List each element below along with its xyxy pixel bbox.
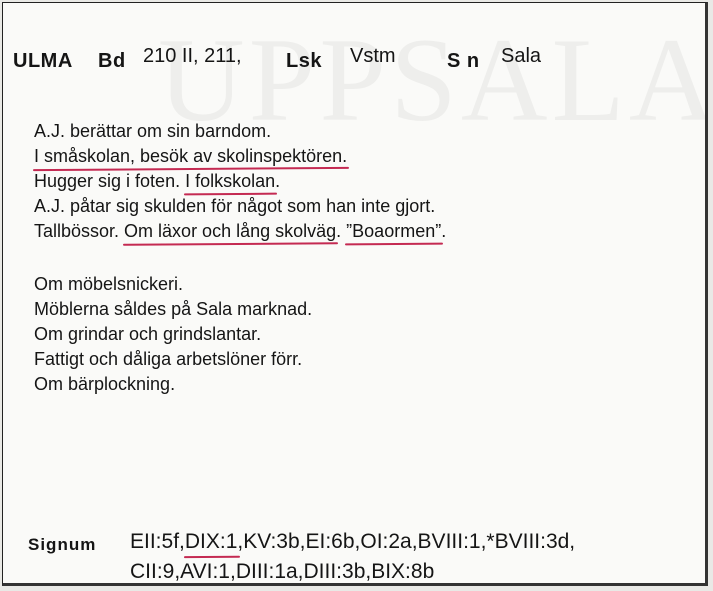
signum-segment: EII:5f,	[130, 530, 185, 553]
signum-segment: ,KV:3b,EI:6b,OI:2a,BVIII:1,*BVIII:3d,	[237, 530, 576, 553]
text-line: Möblerna såldes på Sala marknad.	[34, 299, 313, 319]
sn-label: S n	[447, 50, 480, 72]
text-line: Fattigt och dåliga arbetslöner förr.	[34, 349, 303, 369]
signum-codes	[130, 527, 575, 586]
bd-label: Bd	[98, 50, 126, 72]
underlined-text: I folkskolan	[185, 169, 275, 194]
text-segment: Tallbössor.	[34, 221, 125, 241]
text-segment: .	[441, 221, 447, 241]
archive-label: ULMA	[13, 50, 73, 72]
signum-label: Signum	[28, 535, 97, 554]
text-line: A.J. berättar om sin barndom.	[34, 121, 272, 141]
signum-line	[130, 527, 575, 557]
underlined-text: I småskolan, besök av skolinspektören.	[34, 144, 347, 169]
underlined-signum: DIX:1	[185, 527, 238, 557]
text-line: Om bärplockning.	[34, 374, 176, 394]
text-line	[34, 144, 446, 169]
archive-card	[2, 2, 708, 586]
card-content	[34, 119, 446, 397]
text-line	[34, 219, 446, 244]
sn-value: Sala	[501, 45, 542, 67]
paragraph-gap	[34, 244, 446, 272]
text-segment: .	[275, 171, 281, 191]
text-line: Om grindar och grindslantar.	[34, 324, 262, 344]
text-segment: Hugger sig i foten.	[34, 171, 186, 191]
signum-line: CII:9,AVI:1,DIII:1a,DIII:3b,BIX:8b	[130, 560, 435, 583]
text-line: Om möbelsnickeri.	[34, 274, 184, 294]
underlined-text: Om läxor och lång skolväg	[124, 219, 336, 244]
text-line	[34, 169, 446, 194]
lsk-label: Lsk	[286, 50, 322, 72]
text-segment: .	[336, 221, 347, 241]
lsk-value: Vstm	[350, 45, 396, 67]
underlined-text: ”Boaormen”	[346, 219, 441, 244]
card-header	[13, 45, 695, 79]
bd-value: 210 II, 211,	[143, 45, 242, 67]
text-line: A.J. påtar sig skulden för något som han inte gjort.	[34, 196, 436, 216]
